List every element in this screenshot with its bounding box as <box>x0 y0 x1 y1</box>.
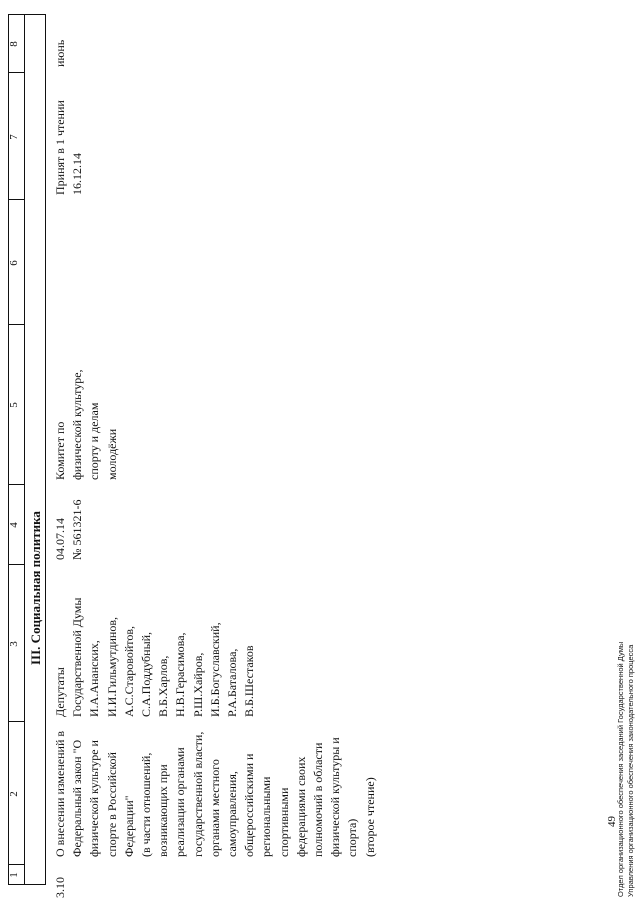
planned-month: июнь <box>53 39 67 67</box>
status-line: 16.12.14 <box>70 153 85 195</box>
bill-title-line: О внесении изменений в <box>53 730 67 857</box>
column-number: 6 <box>8 260 20 266</box>
row-number: 3.10 <box>53 877 67 898</box>
bill-title-line: региональными <box>259 776 274 857</box>
column-number: 7 <box>8 134 20 140</box>
bill-authors <box>52 598 258 717</box>
bill-status <box>52 100 86 195</box>
author-line: Н.В.Герасимова, <box>173 632 188 717</box>
author-line: А.С.Старовойтов, <box>121 626 136 717</box>
bill-title-line: спорта) <box>345 818 360 857</box>
bill-title-line: Федеральный закон "О <box>70 739 85 857</box>
committee-line: физической культуре, <box>70 369 85 480</box>
bill-title-line: спорте в Российской <box>104 752 119 857</box>
bill-title-line: (в части отношений, <box>139 752 154 857</box>
bill-title-line: физической культуры и <box>328 737 343 857</box>
bill-date: 04.07.14 <box>53 518 67 560</box>
footer-line: Отдел организационного обеспечения заседаний Государственной Думы <box>616 641 625 897</box>
status-line: Принят в 1 чтении <box>53 100 67 195</box>
bill-registration <box>52 500 86 560</box>
footer-line: Управления организационного обеспечения законодательного процесса <box>626 644 635 897</box>
col-border-3 <box>8 721 24 722</box>
column-number: 4 <box>8 522 20 528</box>
col-border-4 <box>8 564 24 565</box>
table-header-divider <box>24 14 25 885</box>
bill-title-line: физической культуре и <box>87 740 102 857</box>
author-line: Р.А.Баталова, <box>225 648 240 717</box>
author-line: В.Б.Харлов, <box>156 655 171 717</box>
col-border-6 <box>8 324 24 325</box>
bill-title-line: государственной власти, <box>190 731 205 857</box>
column-number: 8 <box>8 41 20 47</box>
bill-title-line: (второе чтение) <box>362 777 377 857</box>
section-title: III. Социальная политика <box>28 511 43 665</box>
committee-line: Комитет по <box>53 421 67 480</box>
col-border-5 <box>8 484 24 485</box>
author-line: И.Б.Богуславский, <box>207 622 222 717</box>
bill-title-line: самоуправления, <box>225 771 240 857</box>
col-border-8 <box>8 72 24 73</box>
bill-title-line: возникающих при <box>156 764 171 857</box>
column-number: 5 <box>8 402 20 408</box>
author-line: С.А.Поддубный, <box>139 631 154 717</box>
bill-number: № 561321-6 <box>70 499 85 560</box>
committee-line: спорту и делам <box>87 402 102 480</box>
bill-title-line: общероссийскими и <box>242 753 257 857</box>
author-line: И.И.Гильмутдинов, <box>104 617 119 717</box>
bill-title-line: реализации органами <box>173 747 188 857</box>
author-line: Р.Ш.Хайров, <box>190 652 205 717</box>
bill-title-line: полномочий в области <box>311 742 326 857</box>
col-border-9 <box>8 14 45 15</box>
author-line: Государственной Думы <box>70 597 85 717</box>
responsible-committee <box>52 369 121 480</box>
bill-title-line: органами местного <box>207 759 222 857</box>
author-line: Депутаты <box>53 667 67 717</box>
column-number: 1 <box>8 872 20 878</box>
author-line: И.А.Ананских, <box>87 640 102 717</box>
page-number: 49 <box>606 816 618 827</box>
bill-title-line: федерациями своих <box>293 756 308 857</box>
column-number: 2 <box>8 791 20 797</box>
bill-title-line: спортивными <box>276 787 291 857</box>
bill-title-line: Федерации" <box>121 795 136 857</box>
col-border-7 <box>8 199 24 200</box>
column-number: 3 <box>8 641 20 647</box>
author-line: В.Б.Шестаков <box>242 645 257 717</box>
bill-title <box>52 731 379 857</box>
page-footer <box>616 642 636 897</box>
section-divider <box>45 14 46 885</box>
committee-line: молодёжи <box>104 428 119 480</box>
